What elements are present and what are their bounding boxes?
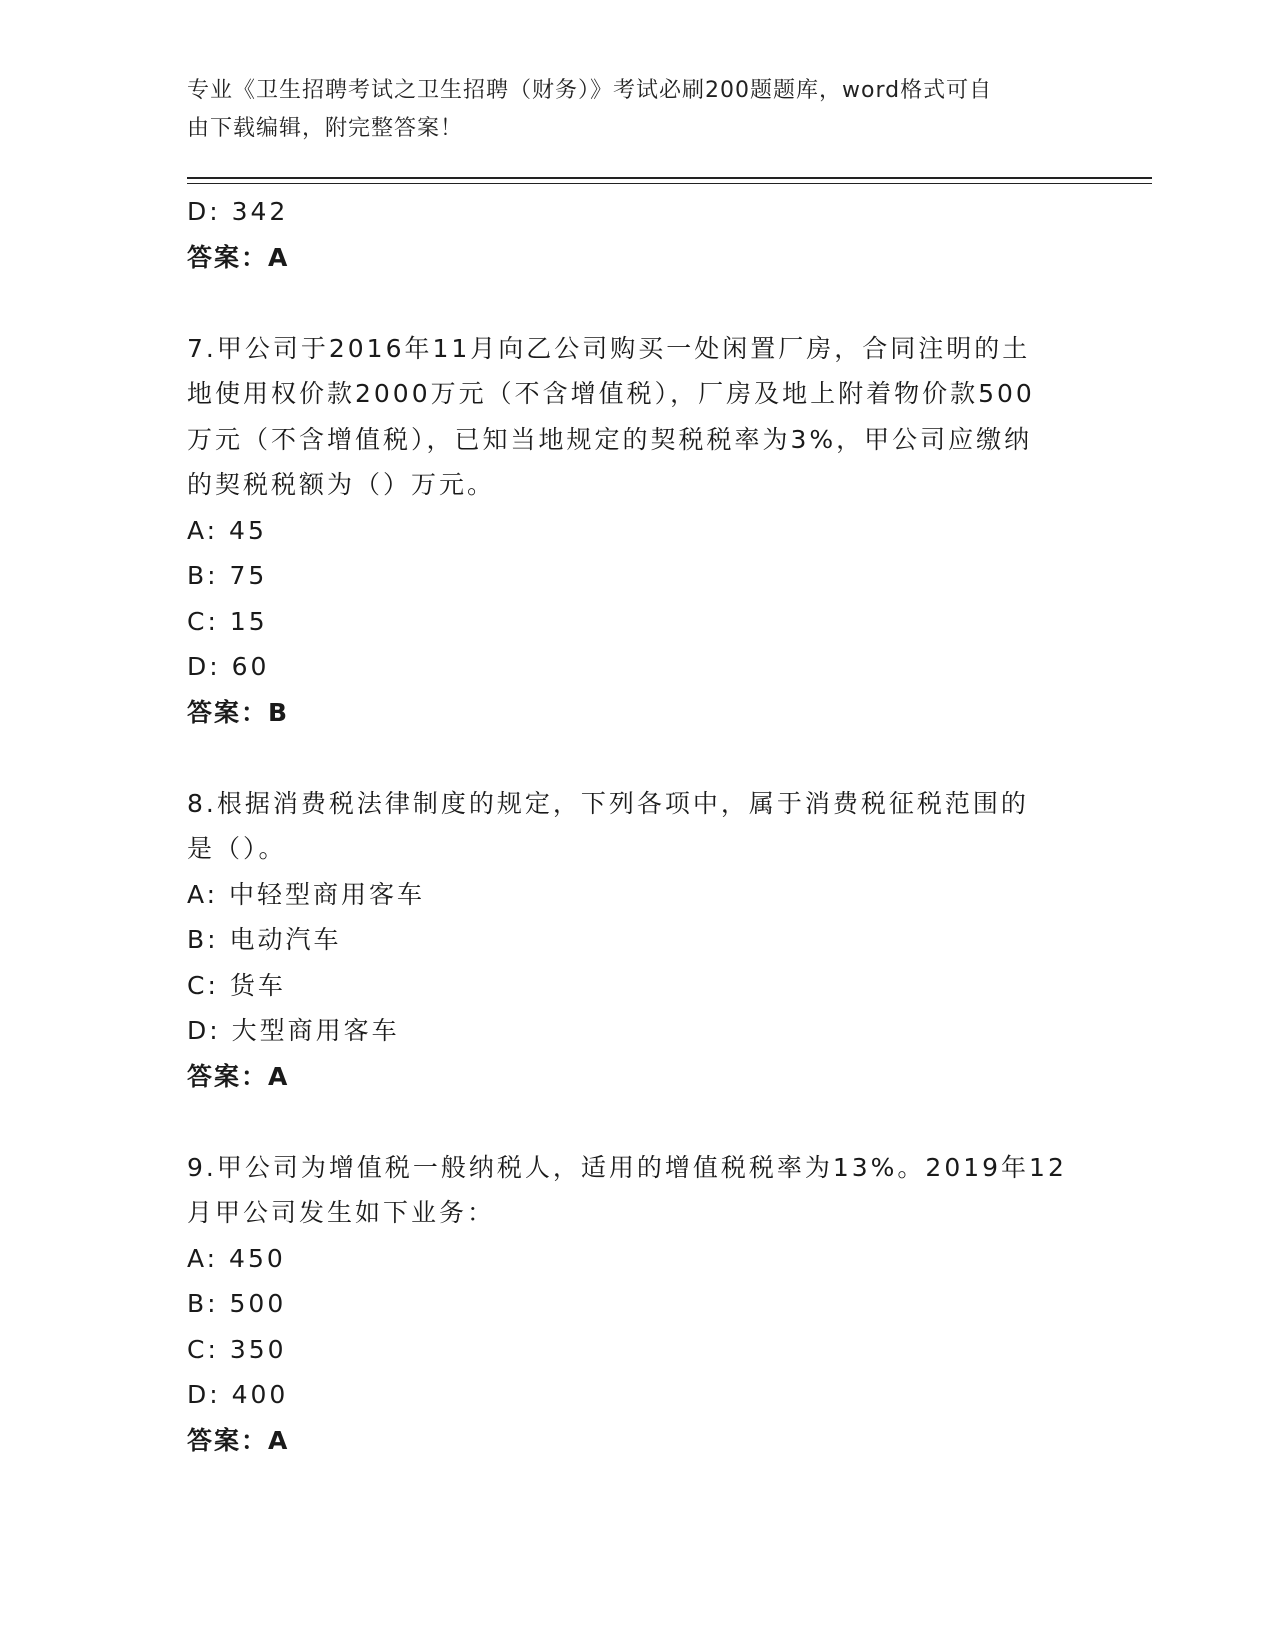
question-line: 是（）。	[187, 834, 287, 863]
answer: 答案：A	[187, 242, 290, 272]
header-divider-thin	[187, 183, 1152, 184]
question-line: 的契税税额为（）万元。	[187, 470, 496, 499]
question-text	[187, 1145, 1087, 1236]
document-header	[187, 72, 1067, 148]
header-line-2: 由下载编辑，附完整答案！	[187, 116, 464, 141]
question-line: 地使用权价款2000万元（不含增值税），厂房及地上附着物价款500	[187, 379, 1035, 408]
answer: 答案：B	[187, 697, 290, 727]
answer: 答案：A	[187, 1425, 290, 1455]
question-text	[187, 781, 1087, 872]
header-divider-thick	[187, 177, 1152, 179]
question-text	[187, 326, 1087, 508]
option-c: C: 15	[187, 606, 268, 636]
spacer	[187, 735, 1087, 781]
question-8	[187, 781, 1087, 1100]
option-b: B: 500	[187, 1289, 287, 1318]
question-line: 月甲公司发生如下业务：	[187, 1198, 496, 1227]
option-a: A: 中轻型商用客车	[187, 879, 426, 909]
document-body	[187, 189, 1087, 1463]
spacer	[187, 280, 1087, 326]
option-a: A: 450	[187, 1243, 286, 1273]
option-d: D: 400	[187, 1380, 289, 1409]
option-b: B: 电动汽车	[187, 925, 342, 954]
option-d: D: 342	[187, 197, 289, 226]
option-c: C: 350	[187, 1334, 287, 1364]
option-a: A: 45	[187, 515, 267, 545]
question-9	[187, 1145, 1087, 1464]
question-line: 8.根据消费税法律制度的规定，下列各项中，属于消费税征税范围的	[187, 788, 1029, 818]
spacer	[187, 1099, 1087, 1145]
question-line: 万元（不含增值税），已知当地规定的契税税率为3%，甲公司应缴纳	[187, 424, 1033, 454]
question-7	[187, 326, 1087, 736]
option-c: C: 货车	[187, 970, 286, 1000]
question-line: 9.甲公司为增值税一般纳税人，适用的增值税税率为13%。2019年12	[187, 1152, 1067, 1182]
option-b: B: 75	[187, 561, 268, 590]
header-line-1: 专业《卫生招聘考试之卫生招聘（财务）》考试必刷200题题库，word格式可自	[187, 78, 993, 103]
option-d: D: 大型商用客车	[187, 1016, 400, 1045]
answer: 答案：A	[187, 1061, 290, 1091]
option-d: D: 60	[187, 652, 270, 681]
question-line: 7.甲公司于2016年11月向乙公司购买一处闲置厂房，合同注明的土	[187, 333, 1031, 363]
previous-question-tail	[187, 189, 1087, 280]
